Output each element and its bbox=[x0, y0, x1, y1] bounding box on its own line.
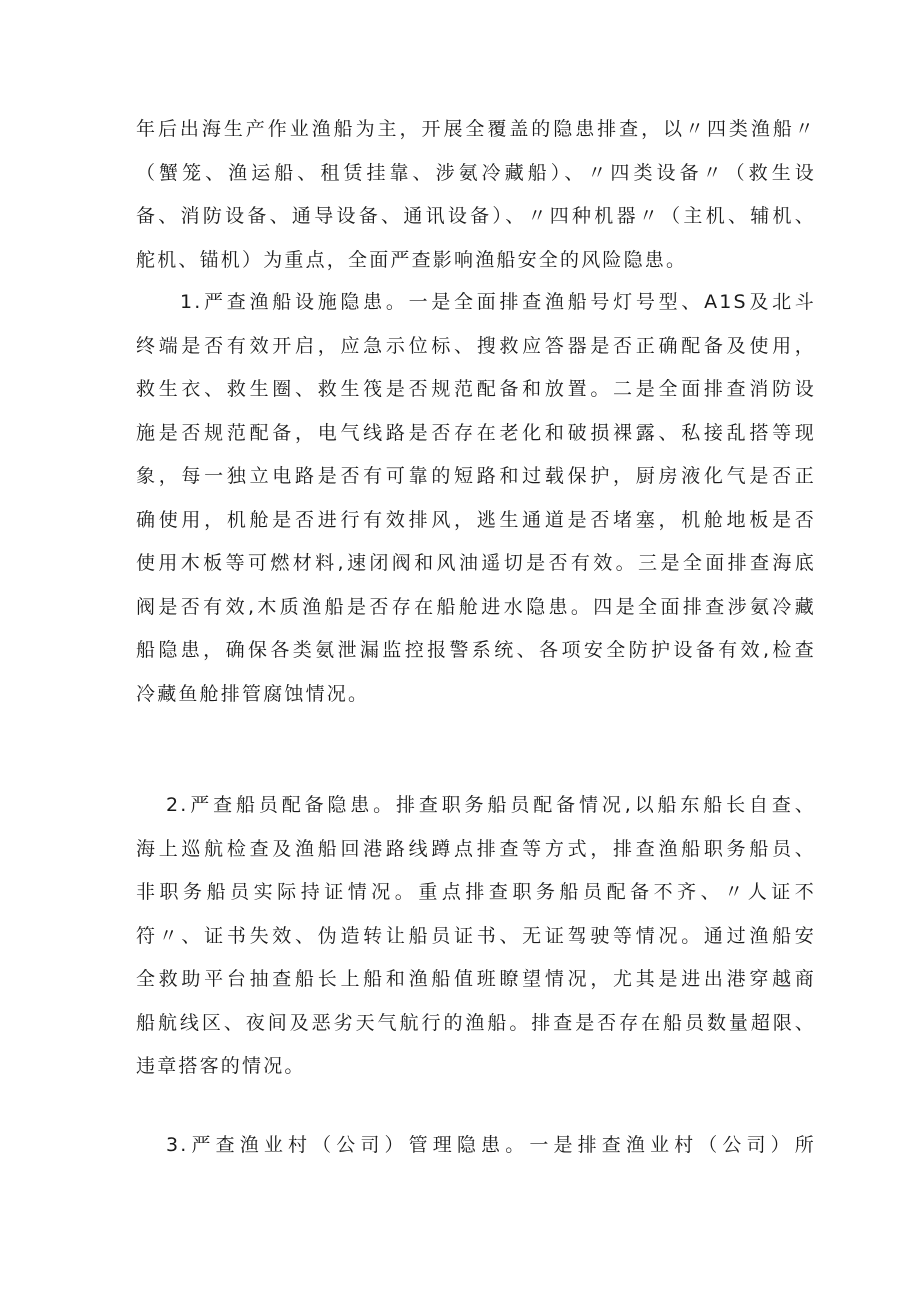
text-line: 舵机、锚机）为重点，全面严查影响渔船安全的风险隐患。 bbox=[136, 248, 688, 271]
text-line: 终端是否有效开启，应急示位标、搜救应答器是否正确配备及使用， bbox=[136, 334, 816, 357]
text-line: 非职务船员实际持证情况。重点排查职务船员配备不齐、〃人证不 bbox=[136, 881, 816, 903]
text-line: 全救助平台抽查船长上船和渔船值班瞭望情况，尤其是进出港穿越商 bbox=[136, 968, 816, 990]
text-line: 冷藏鱼舱排管腐蚀情况。 bbox=[136, 682, 370, 705]
text-line: 违章搭客的情况。 bbox=[136, 1055, 306, 1077]
text-line: （蟹笼、渔运船、租赁挂靠、涉氨冷藏船）、〃四类设备〃（救生设 bbox=[136, 161, 816, 184]
text-line: 年后出海生产作业渔船为主，开展全覆盖的隐患排查，以〃四类渔船〃 bbox=[136, 118, 816, 140]
text-line: 使用木板等可燃材料,速闭阀和风油遥切是否有效。三是全面排查海底 bbox=[136, 552, 816, 574]
intro-paragraph bbox=[136, 108, 816, 282]
text-line: 符〃、证书失效、伪造转让船员证书、无证驾驶等情况。通过渔船安 bbox=[136, 924, 816, 947]
text-line: 施是否规范配备，电气线路是否存在老化和破损裸露、私接乱搭等现 bbox=[136, 421, 816, 444]
section-1-paragraph bbox=[136, 281, 816, 716]
section-heading-line: 2.严查船员配备隐患。排查职务船员配备情况,以船东船长自查、 bbox=[166, 794, 816, 816]
section-3-paragraph bbox=[136, 1124, 816, 1168]
text-line: 确使用，机舱是否进行有效排风，逃生通道是否堵塞，机舱地板是否 bbox=[136, 508, 816, 531]
text-line: 船隐患，确保各类氨泄漏监控报警系统、各项安全防护设备有效,检查 bbox=[136, 639, 816, 661]
text-line: 象，每一独立电路是否有可靠的短路和过载保护，厨房液化气是否正 bbox=[136, 465, 816, 487]
section-2-paragraph bbox=[136, 784, 816, 1089]
section-heading-line: 1.严查渔船设施隐患。一是全面排查渔船号灯号型、A1S及北斗 bbox=[180, 291, 816, 313]
text-line: 阀是否有效,木质渔船是否存在船舱进水隐患。四是全面排查涉氨冷藏 bbox=[136, 595, 816, 618]
text-line: 海上巡航检查及渔船回港路线蹲点排查等方式，排查渔船职务船员、 bbox=[136, 837, 816, 860]
text-line: 救生衣、救生圈、救生筏是否规范配备和放置。二是全面排查消防设 bbox=[136, 378, 816, 400]
section-heading-line: 3.严查渔业村（公司）管理隐患。一是排查渔业村（公司）所 bbox=[166, 1134, 816, 1156]
text-line: 备、消防设备、通导设备、通讯设备）、〃四种机器〃（主机、辅机、 bbox=[136, 205, 816, 227]
text-line: 船航线区、夜间及恶劣天气航行的渔船。排查是否存在船员数量超限、 bbox=[136, 1011, 816, 1034]
